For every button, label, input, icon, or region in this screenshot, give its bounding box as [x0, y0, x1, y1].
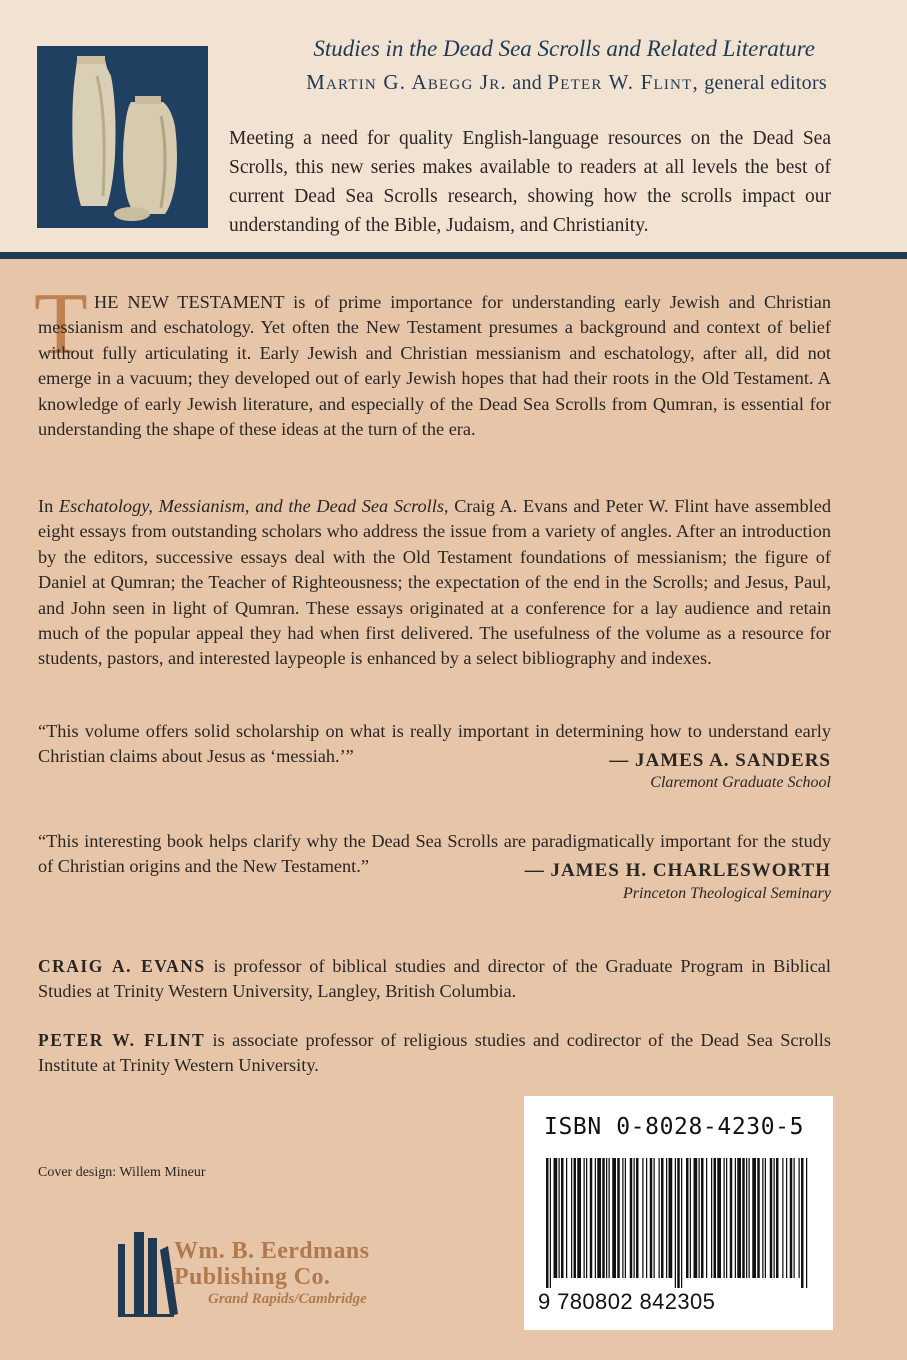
books-logo-icon	[118, 1228, 178, 1318]
barcode-bar	[646, 1158, 647, 1278]
barcode-bar	[609, 1158, 610, 1278]
barcode-bar	[786, 1158, 787, 1278]
barcode-bar	[590, 1158, 593, 1278]
barcode-bar	[762, 1158, 763, 1278]
barcode-bar	[746, 1158, 747, 1278]
series-description: Meeting a need for quality English-language resources on the Dead Sea Scrolls, this new series makes available to readers at all levels the best of current Dead Sea Scrolls research, showing how the scrolls impact our understanding of the Bible, Judaism, and Christianity.	[229, 128, 831, 236]
series-editors	[200, 70, 827, 95]
barcode-bar	[774, 1158, 775, 1278]
scroll-jars-photo	[37, 46, 208, 228]
endorsement-author: — JAMES H. CHARLESWORTH	[524, 860, 831, 881]
barcode-bar	[666, 1158, 667, 1278]
publisher-name-line1: Wm. B. Eerdmans	[174, 1238, 370, 1264]
header-divider	[0, 252, 907, 259]
publisher-logo	[118, 1228, 408, 1318]
barcode-bar	[790, 1158, 793, 1278]
cover-design-credit: Cover design: Willem Mineur	[38, 1165, 206, 1180]
author-bio	[38, 1028, 831, 1079]
barcode-bar	[654, 1158, 655, 1278]
summary-lead: In	[38, 496, 59, 516]
barcode-bar	[706, 1158, 707, 1278]
author-bio-text: is professor of biblical studies and director of the Graduate Program in Biblical Studies at Trinity Western University, Langley, British Columbia.	[38, 956, 831, 1002]
barcode-bar	[661, 1158, 664, 1278]
barcode-bar	[677, 1158, 680, 1288]
barcode-bar	[799, 1158, 800, 1278]
editor-2: Peter W. Flint,	[547, 70, 699, 94]
barcode-bar	[737, 1158, 741, 1278]
drop-cap: T	[34, 276, 88, 373]
endorsement-institution: Princeton Theological Seminary	[623, 885, 831, 902]
barcode-bar	[717, 1158, 721, 1278]
barcode-bar	[554, 1158, 558, 1278]
summary-paragraph	[38, 494, 831, 672]
author-name: PETER W. FLINT	[38, 1030, 206, 1050]
barcode-bar	[634, 1158, 635, 1278]
isbn-label: ISBN 0-8028-4230-5	[544, 1114, 805, 1140]
barcode-bar	[561, 1158, 564, 1278]
author-bio	[38, 954, 831, 1005]
barcode-bar	[577, 1158, 581, 1278]
barcode-bar	[595, 1158, 596, 1278]
barcode-bar	[794, 1158, 795, 1278]
barcode-bar	[735, 1158, 736, 1278]
editor-1: Martin G. Abegg Jr.	[306, 70, 507, 94]
barcode-bar	[636, 1158, 639, 1278]
barcode-bar	[602, 1158, 605, 1278]
barcode-bar	[574, 1158, 577, 1278]
barcode-bar	[701, 1158, 704, 1278]
barcode-bar	[782, 1158, 783, 1278]
barcode-bar	[571, 1158, 572, 1278]
summary-text: Craig A. Evans and Peter W. Flint have assembled eight essays from outstanding scholars who address the issue from a variety of angles. After an introduction by the editors, successive essays deal with the Old Testament foundations of messianism; the figure of Daniel at Qumran; the Teacher of Righteousness; the expectation of the end in the Scrolls; and Jesus, Paul, and John seen in light of Qumran. These essays originated at a conference for a lay audience and retain much of the popular appeal they had when first delivered. The usefulness of the volume as a resource for students, pastors, and interested laypeople is enhanced by a select bibliography and indexes.	[38, 496, 831, 669]
barcode-bar	[650, 1158, 653, 1278]
endorsement-quote: “This interesting book helps clarify why the Dead Sea Scrolls are paradigmatically important for the study of Christian origins and the New Testament.”	[38, 831, 831, 877]
barcode-bar	[765, 1158, 766, 1278]
barcode-bar	[757, 1158, 760, 1278]
publisher-name-line2: Publishing Co.	[174, 1264, 331, 1290]
barcode-bar	[559, 1158, 560, 1278]
barcode-bar	[770, 1158, 773, 1278]
barcode-bar	[681, 1158, 682, 1288]
barcode-bar	[606, 1158, 607, 1278]
intro-lead: HE NEW TESTAMENT	[94, 292, 285, 312]
barcode-bar	[686, 1158, 689, 1278]
barcode-bar	[659, 1158, 660, 1278]
barcode-bar	[724, 1158, 725, 1278]
endorsement-quote: “This volume offers solid scholarship on what is really important in determining how to understand early Christian claims about Jesus as ‘messiah.’”	[38, 721, 831, 767]
intro-text: is of prime importance for understanding early Jewish and Christian messianism and eschatology. Yet often the New Testament presumes a background and context of belief without fully articulating it. Early Jewish and Christian messianism and eschatology, after all, did not emerge in a vacuum; they developed out of early Jewish hopes that had their roots in the Old Testament. A knowledge of early Jewish literature, and especially of the Dead Sea Scrolls from Qumran, is essential for understanding the shape of these ideas at the turn of the era.	[38, 292, 831, 440]
barcode-bar	[612, 1158, 616, 1278]
editors-conjunction: and	[512, 72, 543, 94]
book-title: Eschatology, Messianism, and the Dead Sea Scrolls,	[58, 496, 449, 516]
isbn-barcode	[524, 1096, 833, 1330]
barcode-bar	[586, 1158, 587, 1278]
barcode-bar	[617, 1158, 620, 1278]
barcode-bar	[597, 1158, 601, 1278]
barcode-bar	[776, 1158, 779, 1278]
barcode-bar	[546, 1158, 549, 1288]
barcode-bar	[806, 1158, 807, 1288]
barcode-bar	[669, 1158, 673, 1278]
barcode-bar	[801, 1158, 804, 1288]
barcode-bar	[714, 1158, 717, 1278]
barcode-bar	[730, 1158, 733, 1278]
barcode-bar	[630, 1158, 633, 1278]
barcode-bar	[642, 1158, 643, 1278]
barcode-bar	[622, 1158, 623, 1278]
barcode-bar	[584, 1158, 585, 1278]
series-title: Studies in the Dead Sea Scrolls and Related Literature	[313, 36, 815, 61]
ean-number: 9 780802 842305	[538, 1289, 716, 1314]
barcode-bar	[752, 1158, 756, 1278]
intro-paragraph	[38, 290, 831, 442]
endorsement-institution: Claremont Graduate School	[650, 774, 831, 791]
barcode-bar	[711, 1158, 712, 1278]
publisher-location: Grand Rapids/Cambridge	[208, 1291, 367, 1307]
barcode-bar	[625, 1158, 626, 1278]
barcode-bar	[566, 1158, 567, 1278]
barcode-bar	[675, 1158, 676, 1288]
barcode-bar	[699, 1158, 700, 1278]
barcode-bar	[742, 1158, 745, 1278]
scroll-jars-illustration	[37, 46, 208, 228]
barcode-bar	[690, 1158, 691, 1278]
author-bio-text: is associate professor of religious studies and codirector of the Dead Sea Scrolls Institute at Trinity Western University.	[38, 1030, 831, 1076]
barcode-bar	[694, 1158, 698, 1278]
editors-role: general editors	[704, 72, 827, 94]
endorsement-author: — JAMES A. SANDERS	[609, 750, 831, 771]
barcode-bars	[546, 1158, 810, 1288]
barcode-bar	[726, 1158, 727, 1278]
barcode-bar	[749, 1158, 750, 1278]
author-name: CRAIG A. EVANS	[38, 956, 206, 976]
barcode-bar	[550, 1158, 551, 1288]
